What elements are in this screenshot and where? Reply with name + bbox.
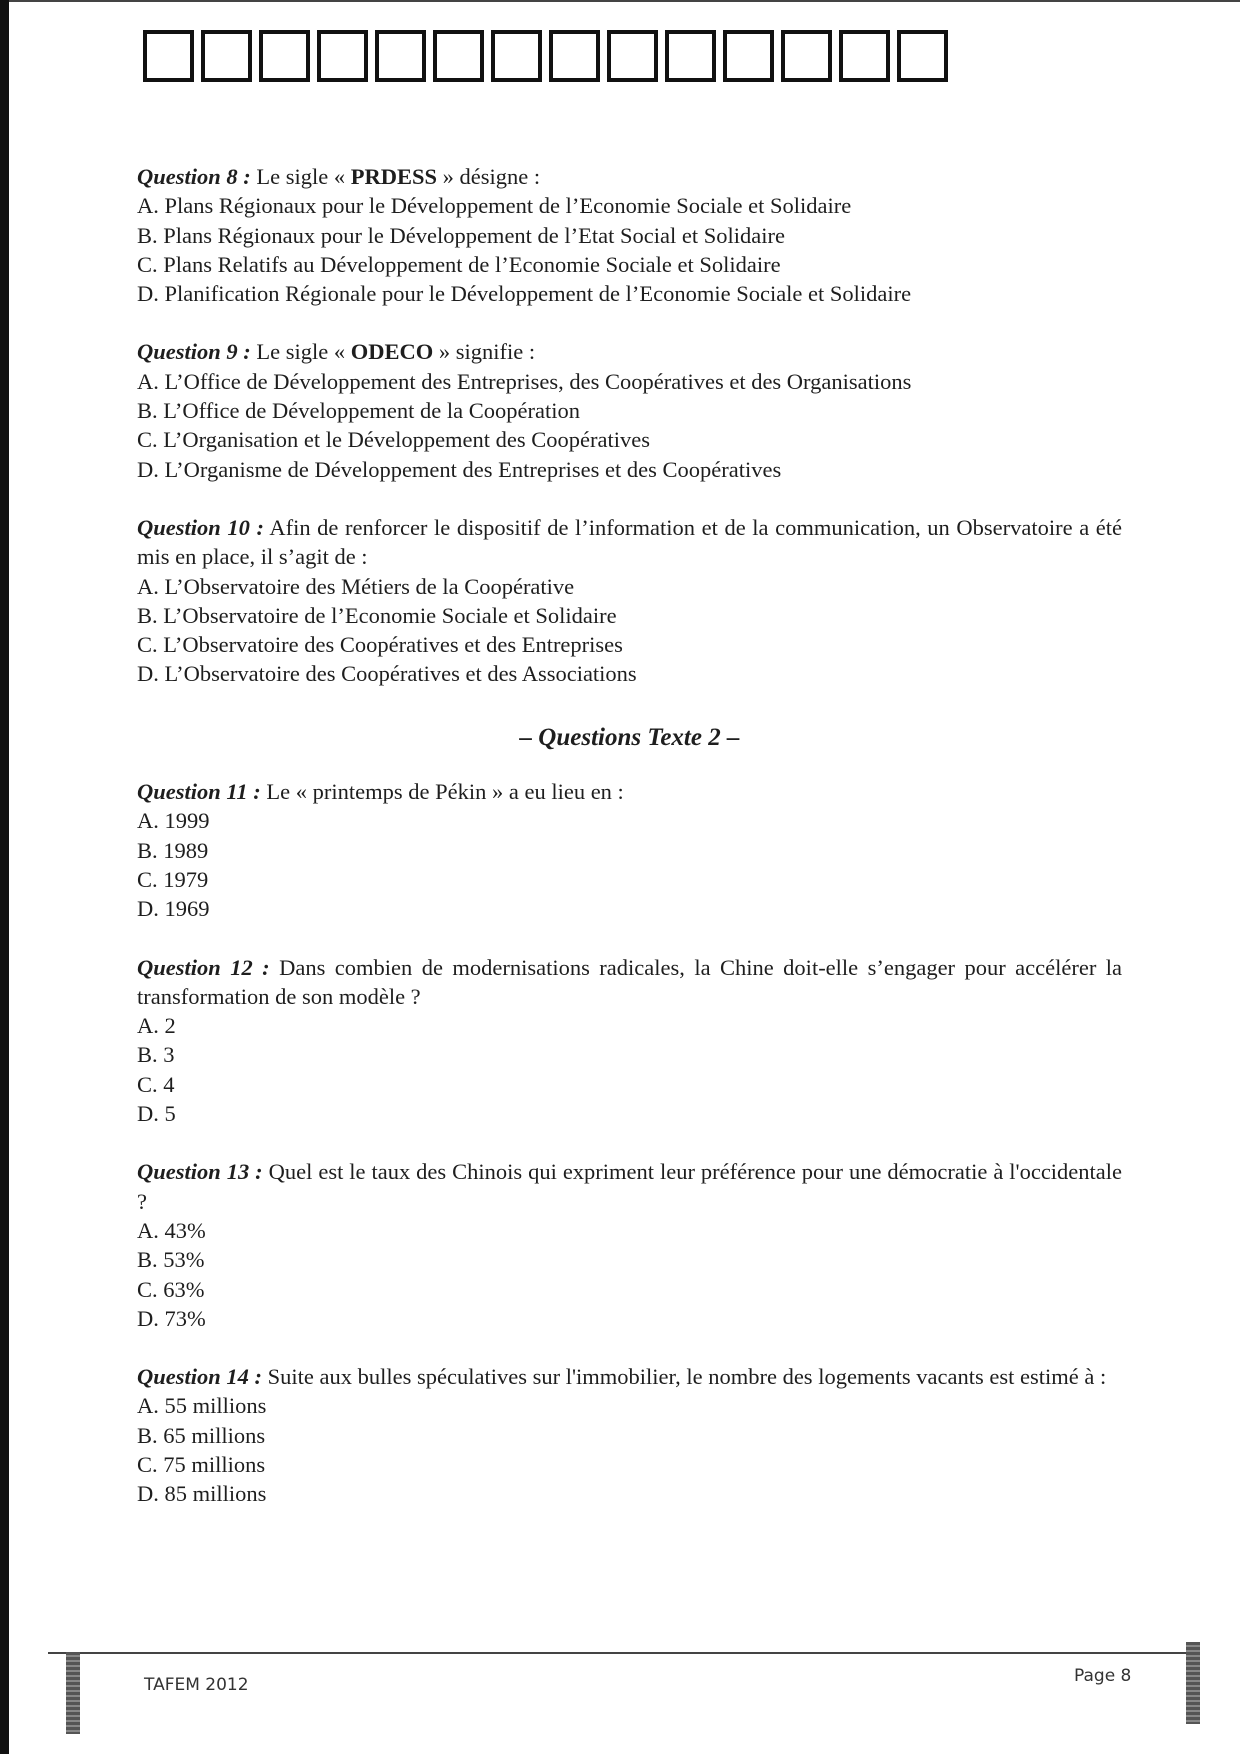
question-block [137, 1362, 1122, 1508]
answer-option: C. 75 millions [137, 1451, 266, 1477]
page-number: Page 8 [1074, 1666, 1132, 1686]
answer-option: C. 1979 [137, 866, 209, 892]
answer-option: A. 55 millions [137, 1393, 267, 1419]
question-block [137, 953, 1122, 1129]
question-block [137, 777, 1122, 923]
answer-box[interactable] [607, 30, 658, 82]
question-acronym: ODECO [350, 339, 434, 365]
answer-option: B. Plans Régionaux pour le Développement de l’Etat Social et Solidaire [137, 222, 785, 248]
question-text [137, 513, 1122, 572]
answer-option: D. 73% [137, 1305, 206, 1331]
scan-left-edge [0, 0, 9, 1754]
question-text [137, 777, 1122, 806]
question-body: Suite aux bulles spéculatives sur l'immobilier, le nombre des logements vacants est estimé à : [267, 1364, 1107, 1390]
question-body: Le « printemps de Pékin » a eu lieu en : [266, 779, 624, 805]
question-text [137, 162, 1122, 191]
answer-box[interactable] [723, 30, 774, 82]
footer-rule [48, 1652, 1188, 1654]
question-block [137, 513, 1122, 689]
answer-option: B. 3 [137, 1042, 175, 1068]
answer-box[interactable] [317, 30, 368, 82]
question-text-after: » signifie : [433, 339, 536, 365]
answer-box[interactable] [259, 30, 310, 82]
answer-option: D. 85 millions [137, 1481, 267, 1507]
question-label: Question 13 : [137, 1159, 263, 1185]
question-label: Question 14 : [137, 1364, 263, 1390]
question-text [137, 1157, 1122, 1216]
footer-bar-left [66, 1652, 80, 1734]
answer-box[interactable] [143, 30, 194, 82]
answer-box[interactable] [665, 30, 716, 82]
answer-box[interactable] [375, 30, 426, 82]
page-content [137, 162, 1122, 1538]
question-label: Question 10 : [137, 514, 264, 540]
question-block [137, 1157, 1122, 1333]
question-text-before: Le sigle « [256, 339, 351, 365]
scan-top-rule [9, 0, 1240, 2]
question-text-before: Afin de renforcer le dispositif de l’information et de la communication, un Observatoire a été mis en place, il s’agit de : [137, 514, 1122, 570]
answer-option: C. L’Observatoire des Coopératives et des Entreprises [137, 632, 623, 658]
answer-option: A. L’Observatoire des Métiers de la Coopérative [137, 573, 575, 599]
answer-option: D. 5 [137, 1101, 176, 1127]
answer-option: B. 53% [137, 1247, 205, 1273]
answer-box[interactable] [549, 30, 600, 82]
question-text [137, 953, 1122, 1012]
answer-box[interactable] [897, 30, 948, 82]
answer-option: C. 63% [137, 1276, 205, 1302]
answer-option: C. Plans Relatifs au Développement de l’Economie Sociale et Solidaire [137, 251, 781, 277]
question-text-after: » désigne : [437, 164, 541, 189]
question-body: Dans combien de modernisations radicales, la Chine doit-elle s’engager pour accélérer la transformation de son modèle ? [137, 954, 1123, 1009]
questions-part-2 [137, 777, 1122, 1509]
footer-title: TAFEM 2012 [144, 1675, 249, 1695]
question-block [137, 337, 1122, 483]
answer-option: D. Planification Régionale pour le Développement de l’Economie Sociale et Solidaire [137, 281, 912, 307]
answer-option: A. 2 [137, 1013, 176, 1039]
answer-option: C. 4 [137, 1071, 175, 1097]
answer-option: A. Plans Régionaux pour le Développement de l’Economie Sociale et Solidaire [137, 193, 852, 219]
question-body: Quel est le taux des Chinois qui expriment leur préférence pour une démocratie à l'occidentale ? [137, 1159, 1123, 1214]
candidate-number-boxes [143, 30, 948, 82]
answer-option: A. L’Office de Développement des Entreprises, des Coopératives et des Organisations [137, 368, 912, 394]
question-label: Question 11 : [137, 779, 261, 805]
answer-option: A. 1999 [137, 808, 210, 834]
answer-box[interactable] [491, 30, 542, 82]
answer-option: D. L’Observatoire des Coopératives et des Associations [137, 661, 637, 687]
question-block [137, 162, 1122, 308]
answer-box[interactable] [839, 30, 890, 82]
question-text-before: Le sigle « [256, 164, 351, 189]
question-label: Question 12 : [137, 954, 270, 980]
answer-option: A. 43% [137, 1217, 206, 1243]
question-text [137, 1362, 1122, 1391]
answer-option: C. L’Organisation et le Développement des Coopératives [137, 427, 651, 453]
section-heading: – Questions Texte 2 – [519, 723, 740, 751]
answer-option: D. L’Organisme de Développement des Entreprises et des Coopératives [137, 456, 782, 482]
answer-box[interactable] [201, 30, 252, 82]
question-label: Question 9 : [137, 339, 251, 365]
answer-box[interactable] [781, 30, 832, 82]
question-acronym: PRDESS [350, 164, 438, 189]
answer-option: B. 65 millions [137, 1422, 266, 1448]
answer-box[interactable] [433, 30, 484, 82]
answer-option: B. L’Observatoire de l’Economie Sociale et Solidaire [137, 602, 617, 628]
question-label: Question 8 : [137, 164, 251, 189]
questions-part-1 [137, 162, 1122, 689]
answer-option: B. L’Office de Développement de la Coopération [137, 398, 580, 424]
answer-option: D. 1969 [137, 896, 210, 922]
answer-option: B. 1989 [137, 837, 209, 863]
footer-bar-right [1186, 1642, 1200, 1724]
question-text [137, 337, 1122, 366]
